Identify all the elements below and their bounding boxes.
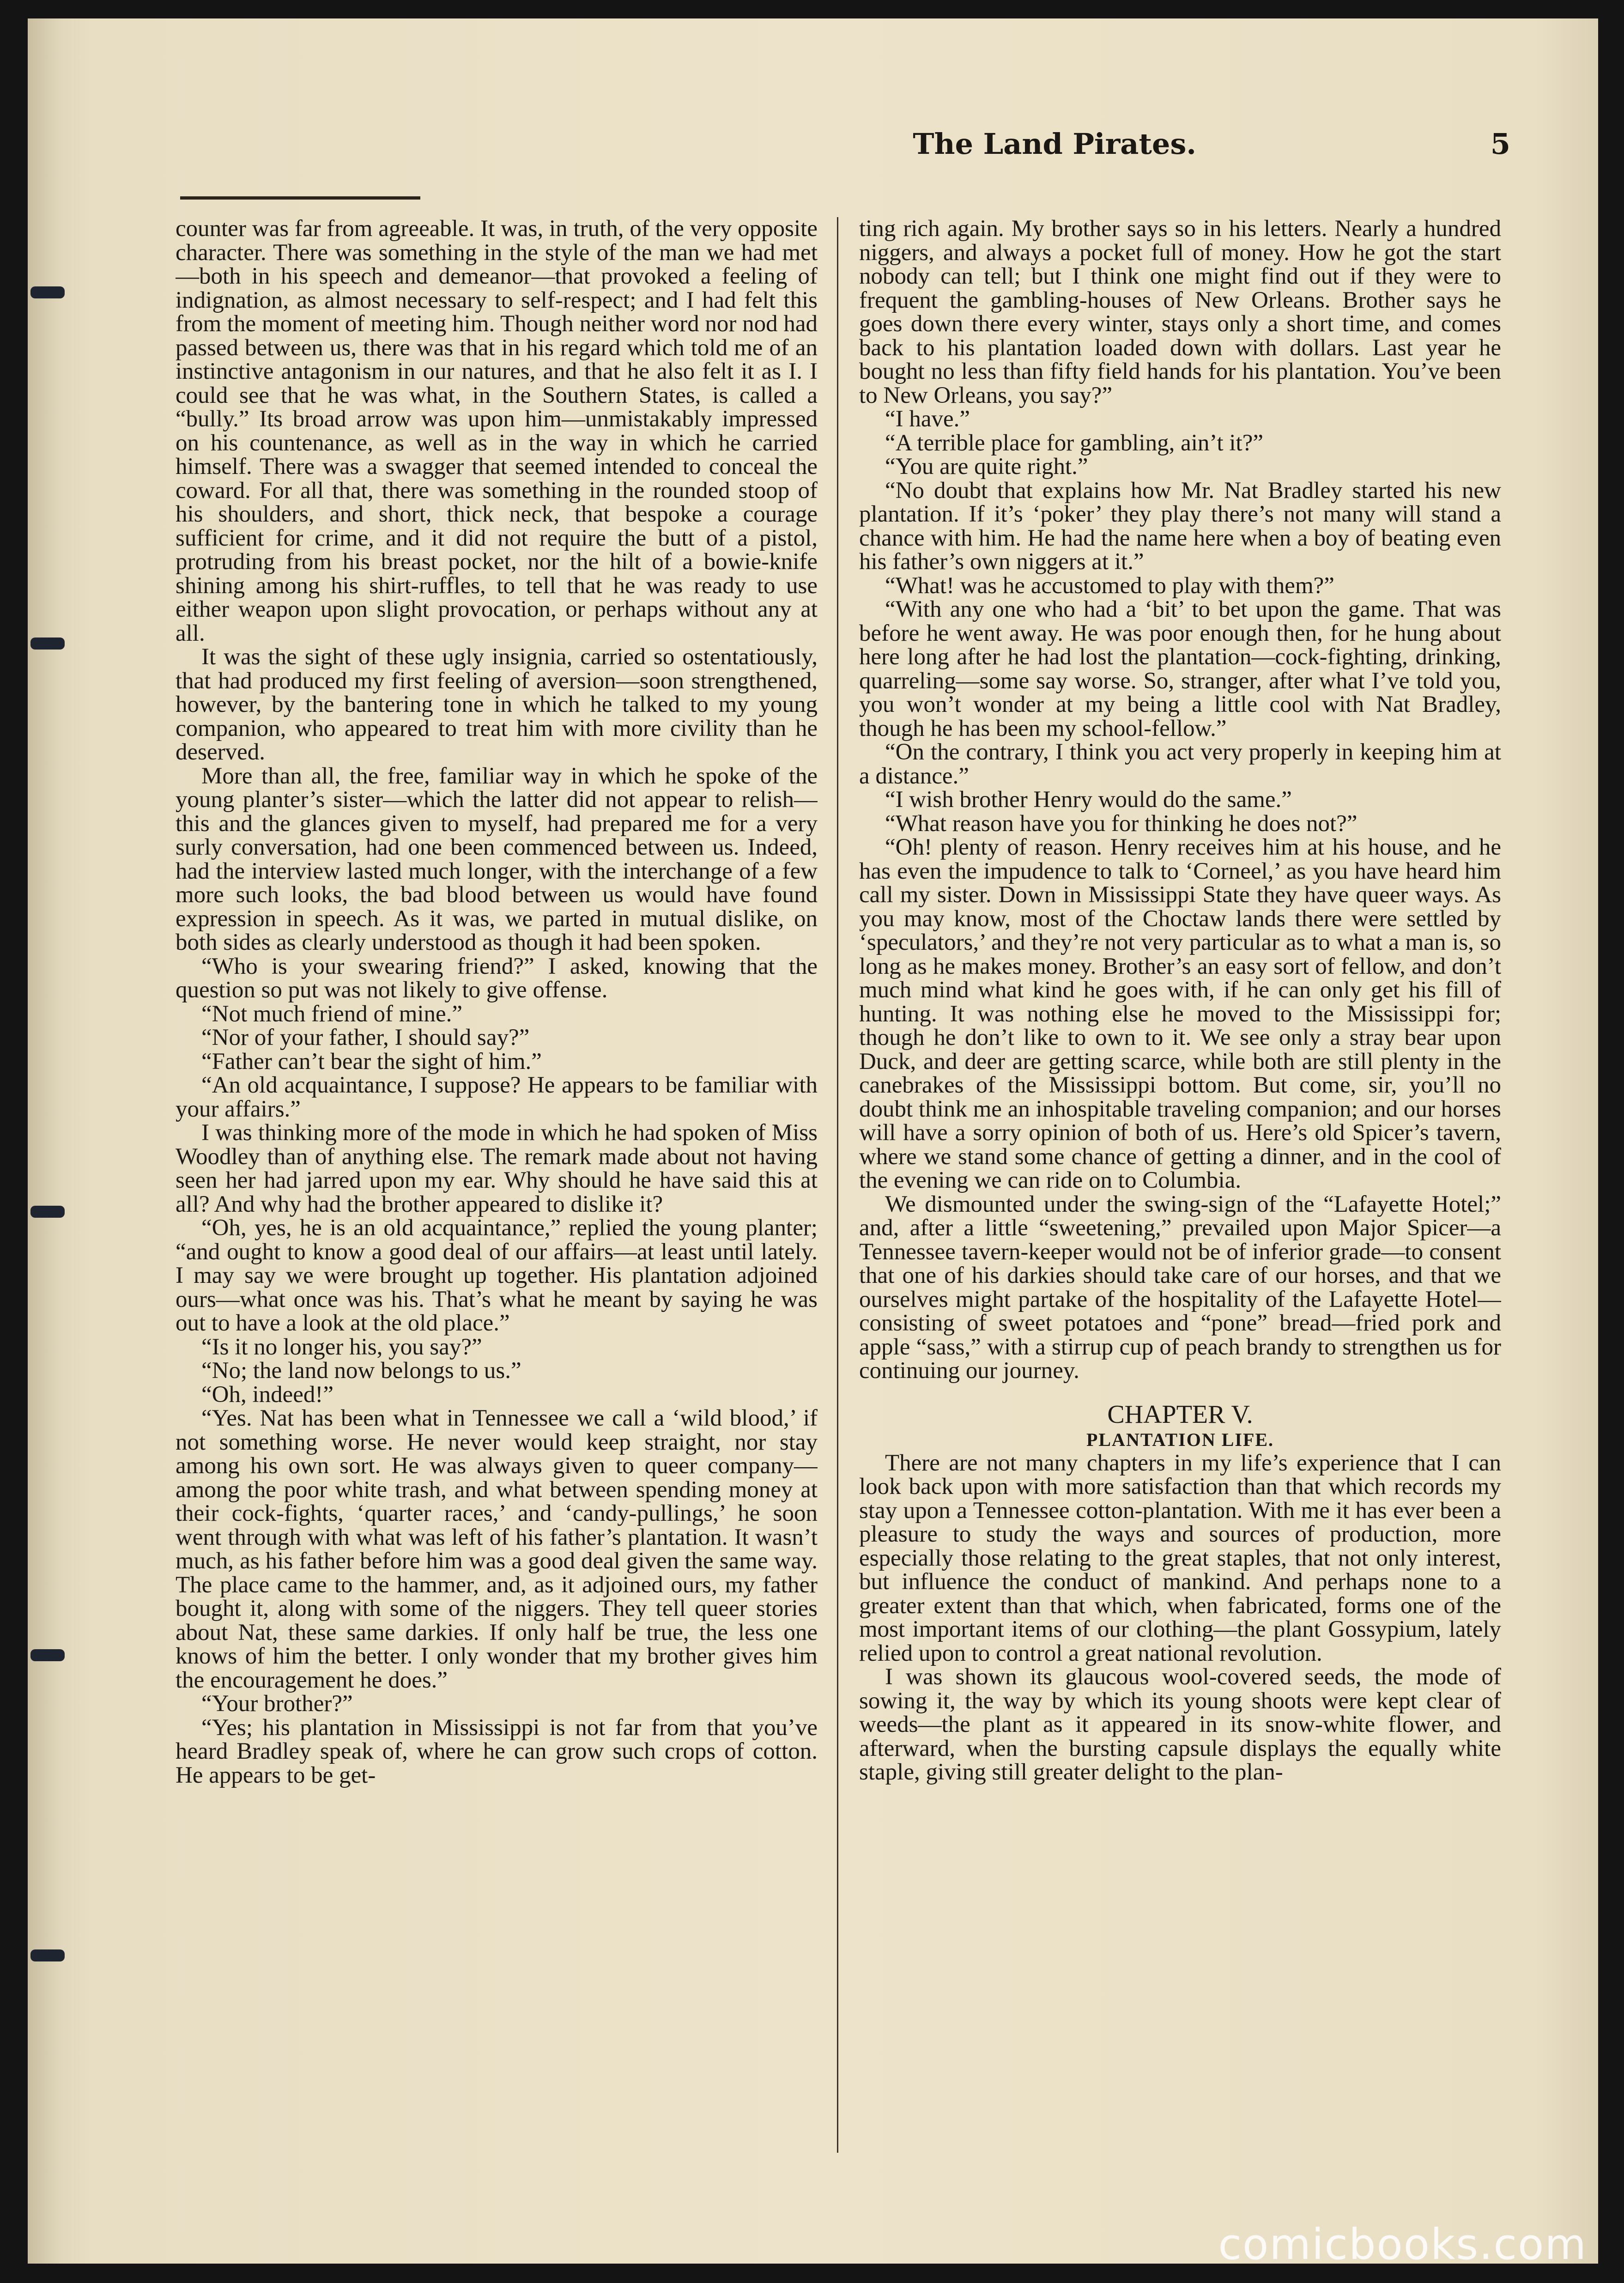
paragraph: “What! was he accustomed to play with them?” [885,572,1334,599]
binding-stitch [30,1206,65,1218]
paragraph: “I wish brother Henry would do the same.” [885,787,1292,813]
chapter-body [859,1451,1501,1785]
paragraph: I was shown its glaucous wool-covered seeds, the mode of sowing it, the way by which its young shoots were kept clear of weeds—the plant as it appeared in its snow-white flower, and afterward, when the bursting capsule displays the equally white staple, giving still greater delight to the plan- [859,1664,1501,1785]
right-column-body [859,217,1501,1383]
paragraph: We dismounted under the swing-sign of the “Lafayette Hotel;” and, after a little “sweetening,” prevailed upon Major Spicer—a Tennessee tavern-keeper would not be of inferior grade—to consent that one of his darkies should take care of our horses, and that we ourselves might partake of the hospitality of the Lafayette Hotel—consisting of sweet potatoes and “pone” bread—fried pork and apple “sass,” with a stirrup cup of peach brandy to strengthen us for continuing our journey. [859,1191,1501,1384]
binding-stitch [30,286,65,298]
text-columns [176,217,1506,2157]
paragraph: “What reason have you for thinking he does not?” [885,810,1357,837]
paragraph: “Nor of your father, I should say?” [201,1025,530,1050]
watermark: comicbooks.com [1218,2220,1587,2269]
paragraph: “Is it no longer his, you say?” [201,1334,482,1360]
paragraph: “Oh! plenty of reason. Henry receives him at his house, and he has even the impudence to talk to ‘Corneel,’ as you have heard him call my sister. Down in Mississippi State they have queer ways. As you may know, most of the Choctaw lands there were settled by ‘speculators,’ and they’re not very particular as to what a man is, so long as he makes money. Brother’s an easy sort of fellow, and don’t much mind what kind he goes with, if he can only get his fill of hunting. It was nothing else he moved to the Mississippi for; though he don’t like to own to it. We see only a stray bear upon Duck, and deer are getting scarce, while both are still plenty in the canebrakes of the Mississippi bottom. But come, sir, you’ll no doubt think me an inhospitable traveling companion; and our horses will have a sorry opinion of both of us. Here’s old Spicer’s tavern, where we stand some chance of getting a dinner, and in the cool of the evening we can ride on to Columbia. [859,834,1501,1193]
paragraph: “I have.” [885,406,970,432]
binding-stitch [30,1649,65,1661]
paragraph: “Who is your swearing friend?” I asked, knowing that the question so put was not likely to give offense. [176,953,818,1003]
column-divider [837,217,838,2153]
paragraph: “A terrible place for gambling, ain’t it?” [885,430,1263,456]
paragraph: counter was far from agreeable. It was, in truth, of the very opposite character. There was something in the style of the man we had met—both in his speech and demeanor—that provoked a feeling of indignation, as almost necessary to self-respect; and I had felt this from the moment of meeting him. Though neither word nor nod had passed between us, there was that in his regard which told me of an instinctive antagonism in our natures, and that he also felt it as I. I could see that he was what, in the Southern States, is called a “bully.” Its broad arrow was upon him—unmistakably impressed on his countenance, as well as in the way in which he carried himself. There was a swagger that seemed intended to conceal the coward. For all that, there was something in the rounded stoop of his shoulders, and short, thick neck, that bespoke a courage sufficient for crime, and it did not require the butt of a pistol, protruding from his breast pocket, nor the hilt of a bowie-knife shining among his shirt-ruffles, to tell that he was ready to use either weapon upon slight provocation, or perhaps without any at all. [176,217,818,646]
paragraph: “Yes; his plantation in Mississippi is not far from that you’ve heard Bradley speak of, where he can grow such crops of cotton. He appears to be get- [176,1714,818,1788]
right-column [859,217,1501,2157]
page-number: 5 [1490,127,1510,161]
chapter-heading: CHAPTER V. [1107,1400,1253,1429]
page-spine [28,18,60,2264]
paragraph: “Oh, yes, he is an old acquaintance,” replied the young planter; “and ought to know a good deal of our affairs—at least until lately. I may say we were brought up together. His plantation adjoined ours—what once was his. That’s what he meant by saying he was out to have a look at the old place.” [176,1215,818,1336]
paragraph: “Father can’t bear the sight of him.” [201,1048,542,1075]
paragraph: “Not much friend of mine.” [201,1001,463,1027]
paragraph: It was the sight of these ugly insignia, carried so ostentatiously, that had produced my first feeling of aversion—soon strengthened, however, by the bantering tone in which he talked to my young companion, who appeared to treat him with more civility than he deserved. [176,644,818,765]
left-column [176,217,818,2157]
paragraph: “Yes. Nat has been what in Tennessee we call a ‘wild blood,’ if not something worse. He never would keep straight, nor stay among his own sort. He was always given to queer company—among the poor white trash, and what between spending money at their cock-fights, ‘quarter races,’ and ‘candy-pullings,’ he soon went through with what was left of his father’s plantation. It wasn’t much, as his father before him was a good deal given the same way. The place came to the hammer, and, as it adjoined ours, my father bought it, along with some of the niggers. They tell queer stories about Nat, these same darkies. If only half be true, the less one knows of him the better. I only wonder that my brother gives him the encouragement he does.” [176,1405,818,1693]
paragraph: “With any one who had a ‘bit’ to bet upon the game. That was before he went away. He was poor enough then, for he hung about here long after he had lost the plantation—cock-fighting, drinking, quarreling—some say worse. So, stranger, after what I’ve told you, you won’t wonder at my being a little cool with Nat Bradley, though he has been my school-fellow.” [859,596,1501,741]
chapter-subheading: PLANTATION LIFE. [1086,1429,1274,1450]
paragraph: “Oh, indeed!” [201,1381,334,1408]
book-page [28,18,1598,2264]
paragraph: “Your brother?” [201,1691,353,1717]
paragraph: “No; the land now belongs to us.” [201,1358,521,1384]
page-header [180,122,1510,192]
paragraph: There are not many chapters in my life’s experience that I can look back upon with more satisfaction than that which records my stay upon a Tennessee cotton-plantation. With me it has ever been a pleasure to study the ways and sources of production, more especially those relating to the great staples, that not only interest, but influence the conduct of mankind. And perhaps none to a greater extent than that which, when fabricated, forms one of the most important items of our clothing—the plant Gossypium, lately relied upon to control a great national revolution. [859,1450,1501,1666]
paragraph: “An old acquaintance, I suppose? He appears to be familiar with your affairs.” [176,1072,818,1122]
paragraph: “You are quite right.” [885,454,1088,480]
paragraph: More than all, the free, familiar way in which he spoke of the young planter’s sister—which the latter did not appear to relish—this and the glances given to myself, had prepared me for a very surly conversation, had one been commenced between us. Indeed, had the interview lasted much longer, with the interchange of a few more such looks, the bad blood between us would have found expression in speech. As it was, we parted in mutual dislike, on both sides as clearly understood as though it had been spoken. [176,763,818,955]
paragraph: ting rich again. My brother says so in his letters. Nearly a hundred niggers, and always a pocket full of money. How he got the start nobody can tell; but I think one might find out if they were to frequent the gambling-houses of New Orleans. Brother says he goes down there every winter, stays only a short time, and comes back to his plantation loaded down with dollars. Last year he bought no less than fifty field hands for his plantation. You’ve been to New Orleans, you say?” [859,217,1501,408]
paragraph: “No doubt that explains how Mr. Nat Bradley started his new plantation. If it’s ‘poker’ they play there’s not many will stand a chance with him. He had the name here when a boy of beating even his father’s own niggers at it.” [859,477,1501,575]
header-rule [180,196,420,200]
paragraph: “On the contrary, I think you act very properly in keeping him at a distance.” [859,739,1501,789]
paragraph: I was thinking more of the mode in which he had spoken of Miss Woodley than of anything else. The remark made about not having seen her had jarred upon my ear. Why should he have said this at all? And why had the brother appeared to dislike it? [176,1120,818,1217]
binding-stitch [30,1949,65,1961]
binding-stitch [30,638,65,650]
running-title: The Land Pirates. [913,127,1196,161]
